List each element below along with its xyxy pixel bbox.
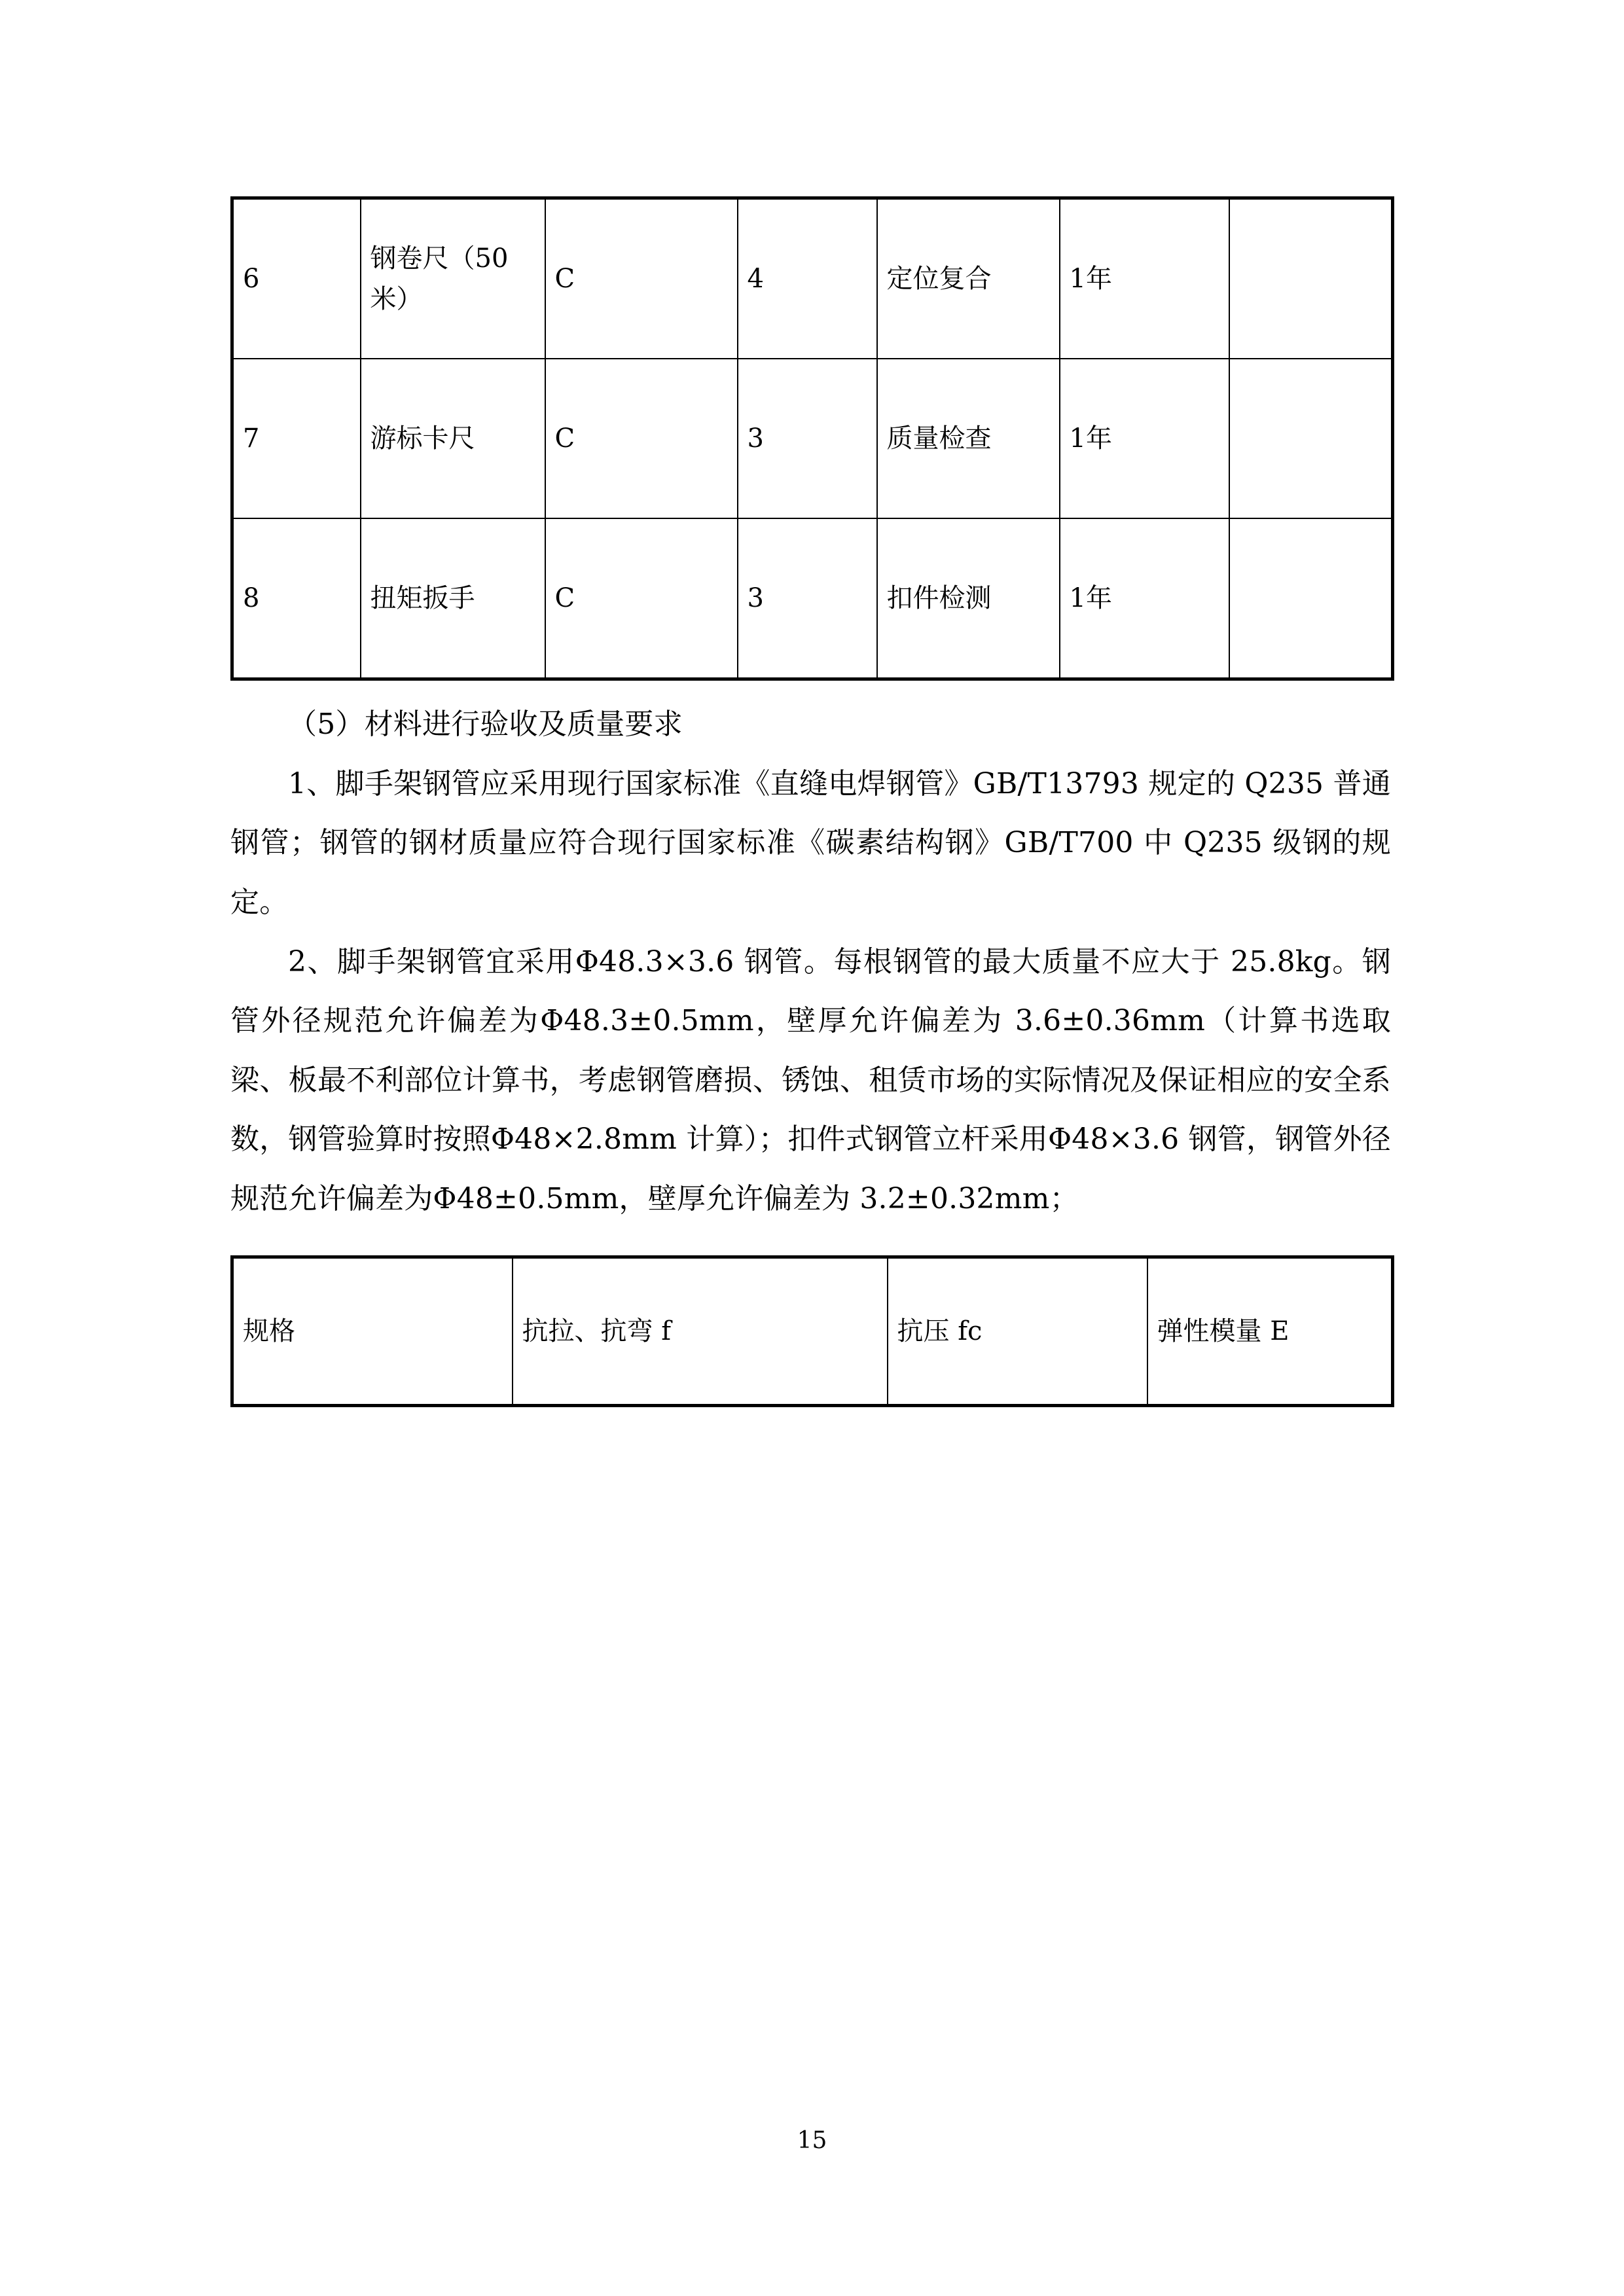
cell-period: 1年 — [1060, 198, 1229, 359]
cell-period: 1年 — [1060, 359, 1229, 518]
cell-no: 6 — [232, 198, 361, 359]
table-header-row — [232, 1257, 1393, 1405]
page-content — [230, 196, 1391, 1407]
cell-category: C — [545, 359, 738, 518]
paragraph-1: 1、脚手架钢管应采用现行国家标准《直缝电焊钢管》GB/T13793 规定的 Q235 普通钢管；钢管的钢材质量应符合现行国家标准《碳素结构钢》GB/T700 中 Q235 级钢的规定。 — [230, 766, 1391, 919]
table-row — [232, 359, 1393, 518]
cell-name: 钢卷尺（50米） — [361, 198, 545, 359]
cell-name: 游标卡尺 — [361, 359, 545, 518]
cell-purpose: 质量检查 — [877, 359, 1060, 518]
cell-quantity: 3 — [738, 518, 877, 679]
spacer — [230, 1229, 1391, 1255]
cell-purpose: 定位复合 — [877, 198, 1060, 359]
cell-no: 7 — [232, 359, 361, 518]
cell-name: 扭矩扳手 — [361, 518, 545, 679]
cell-category: C — [545, 198, 738, 359]
cell-remark — [1229, 359, 1393, 518]
table-row — [232, 198, 1393, 359]
header-tensile-bending: 抗拉、抗弯 f — [513, 1257, 888, 1405]
spacer — [230, 681, 1391, 695]
cell-no: 8 — [232, 518, 361, 679]
equipment-table — [230, 196, 1394, 681]
cell-quantity: 4 — [738, 198, 877, 359]
header-elastic-modulus: 弹性模量 E — [1147, 1257, 1393, 1405]
cell-purpose: 扣件检测 — [877, 518, 1060, 679]
cell-period: 1年 — [1060, 518, 1229, 679]
page-number: 15 — [797, 2127, 827, 2154]
strength-table — [230, 1255, 1394, 1407]
cell-category: C — [545, 518, 738, 679]
cell-remark — [1229, 518, 1393, 679]
paragraph-2: 2、脚手架钢管宜采用Φ48.3×3.6 钢管。每根钢管的最大质量不应大于 25.8kg。钢管外径规范允许偏差为Φ48.3±0.5mm，壁厚允许偏差为 3.6±0.36mm（计算书选取梁、板最不利部位计算书，考虑钢管磨损、锈蚀、租赁市场的实际情况及保证相应的安全系数，钢管验算时按照Φ48×2.8mm 计算）；扣件式钢管立杆采用Φ48×3.6 钢管，钢管外径规范允许偏差为Φ48±0.5mm，壁厚允许偏差为 3.2±0.32mm； — [230, 944, 1391, 1215]
table-row — [232, 518, 1393, 679]
cell-remark — [1229, 198, 1393, 359]
section-heading: （5）材料进行验收及质量要求 — [288, 708, 683, 741]
header-compressive: 抗压 fc — [888, 1257, 1147, 1405]
header-spec: 规格 — [232, 1257, 513, 1405]
cell-quantity: 3 — [738, 359, 877, 518]
